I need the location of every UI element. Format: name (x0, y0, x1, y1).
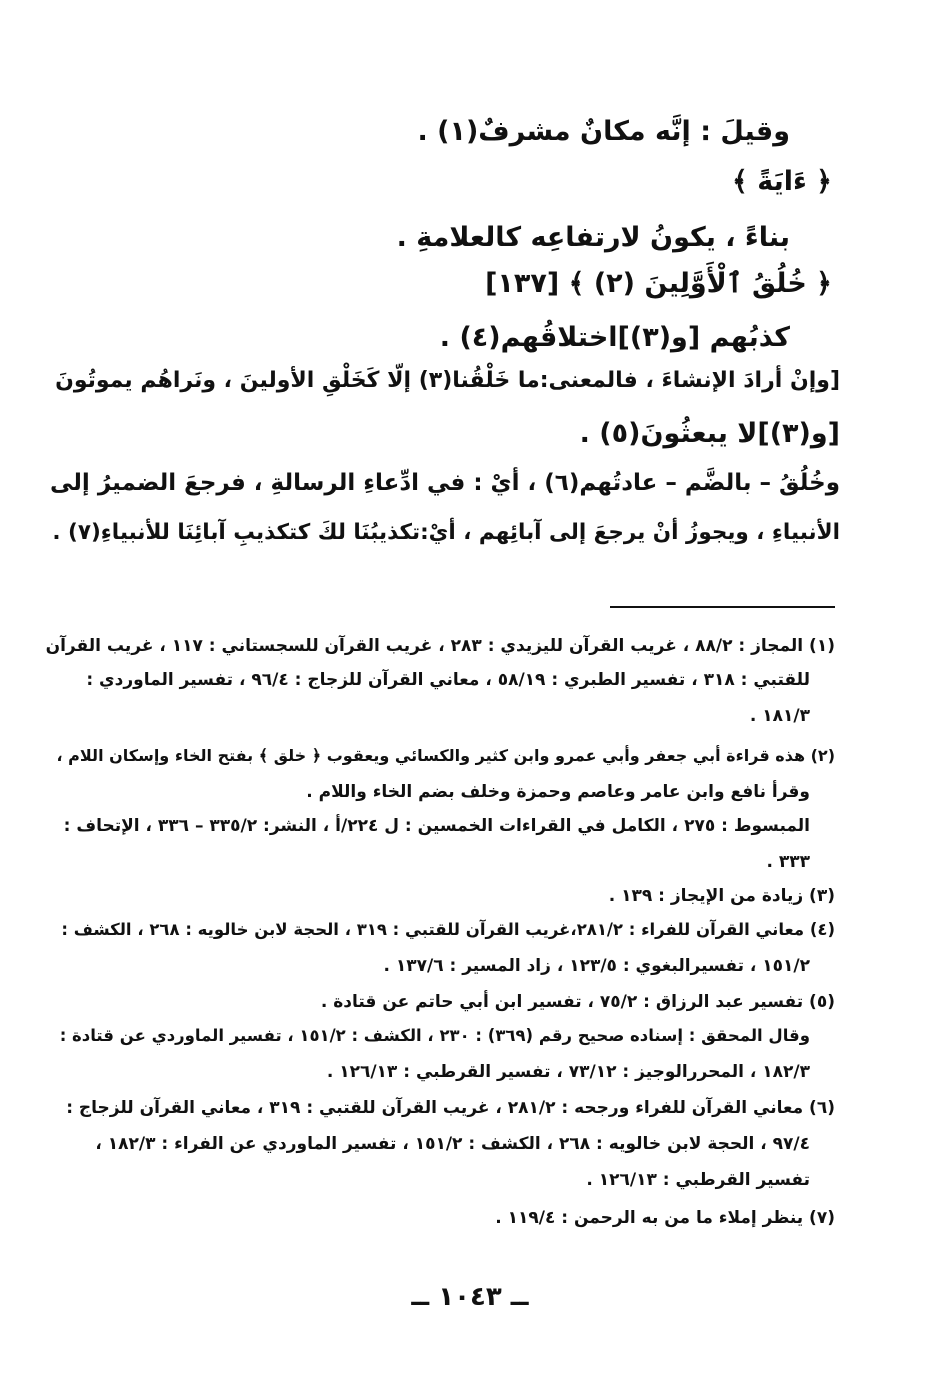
footnote-1-cont: للقتبي : ٣١٨ ، تفسير الطبري : ٥٨/١٩ ، معاني القرآن للزجاج : ٩٦/٤ ، تفسير الماوردي : (86, 670, 810, 690)
footnote-5-cont: وقال المحقق : إسناده صحيح رقم (٣٦٩) : ٢٣٠ ، الكشف : ١٥١/٢ ، تفسير الماوردي عن قتادة : (59, 1026, 810, 1045)
footnote-6: (٦) معاني القرآن للفراء ورجحه : ٢٨١/٢ ، غريب القرآن للقتبي : ٣١٩ ، معاني القرآن للزجاج : (66, 1098, 835, 1118)
footnote-2-cont: المبسوط : ٢٧٥ ، الكامل في القراءات الخمسين : ل ٢٢٤/أ ، النشر: ٣٣٥/٢ – ٣٣٦ ، الإتحاف : (63, 816, 810, 836)
footnote-4: (٤) معاني القرآن للفراء : ٢٨١/٢،غريب القرآن للقتبي : ٣١٩ ، الحجة لابن خالويه : ٢٦٨ ، الكشف : (61, 920, 835, 939)
footnote-4-cont: ١٥١/٢ ، تفسيرالبغوي : ١٢٣/٥ ، زاد المسير : ١٣٧/٦ . (383, 956, 810, 976)
footnote-7: (٧) ينظر إملاء ما من به الرحمن : ١١٩/٤ . (495, 1208, 835, 1228)
text-line-3: بناءً ، يكونُ لارتفاعِه كالعلامةِ . (396, 222, 790, 253)
footnote-5: (٥) تفسير عبد الرزاق : ٧٥/٢ ، تفسير ابن أبي حاتم عن قتادة . (320, 992, 835, 1012)
footnote-6-cont: تفسير القرطبي : ١٢٦/١٣ . (586, 1170, 810, 1190)
footnote-1-cont: ١٨١/٣ . (749, 706, 810, 726)
page-number: ــ ١٠٤٣ ــ (411, 1282, 529, 1312)
footnote-3: (٣) زيادة من الإيجاز : ١٣٩ . (608, 886, 835, 906)
text-line-1: وقيلَ : إنَّه مكانٌ مشرفٌ(١) . (417, 116, 790, 147)
footnote-6-cont: ٩٧/٤ ، الحجة لابن خالويه : ٢٦٨ ، الكشف : ١٥١/٢ ، تفسير الماوردي عن الفراء : ١٨٢/٣ ، (95, 1134, 810, 1154)
text-line-6: [وإنْ أرادَ الإنشاءَ ، فالمعنى:ما خَلْقُنا(٣) إلّا كَخَلْقِ الأولينَ ، ونَراهُم يموتُونَ (55, 368, 840, 393)
text-line-8: وخُلُقُ – بالضَّم – عادتُهم(٦) ، أيْ : في ادِّعاءِ الرسالةِ ، فرجعَ الضميرُ إلى (50, 470, 840, 496)
text-line-5: كذبُهم [و(٣)]اختلاقُهم(٤) . (439, 322, 790, 353)
text-line-7: [و(٣)]لا يبعثُونَ(٥) . (579, 418, 840, 449)
footnote-5-cont: ١٨٢/٣ ، المحررالوجيز : ٧٣/١٢ ، تفسير القرطبي : ١٢٦/١٣ . (326, 1062, 810, 1082)
footnote-2-cont: ٣٣٣ . (766, 852, 810, 872)
footnote-2: (٢) هذه قراءة أبي جعفر وأبي عمرو وابن كثير والكسائي ويعقوب ﴿ خلق ﴾ بفتح الخاء وإسكان اللام ، (56, 746, 835, 765)
footnote-1: (١) المجاز : ٨٨/٢ ، غريب القرآن لليزيدي : ٢٨٣ ، غريب القرآن للسجستاني : ١١٧ ، غريب القرآن (45, 636, 835, 656)
verse-line-aya: ﴿ ءَايَةً ﴾ (731, 166, 832, 197)
text-line-9: الأنبياءِ ، ويجوزُ أنْ يرجعَ إلى آبائِهم ، أيْ:تكذيبُنَا لكَ كتكذيبِ آبائِنَا للأنبياءِ(٧) . (52, 520, 840, 545)
verse-line-khuluq: ﴿ خُلُقُ ٱلْأَوَّلِينَ (٢) ﴾ [١٣٧] (485, 268, 832, 299)
footnote-2-cont: وقرأ نافع وابن عامر وعاصم وحمزة وخلف بضم الخاء واللام . (306, 782, 810, 802)
footnote-separator (610, 606, 835, 608)
